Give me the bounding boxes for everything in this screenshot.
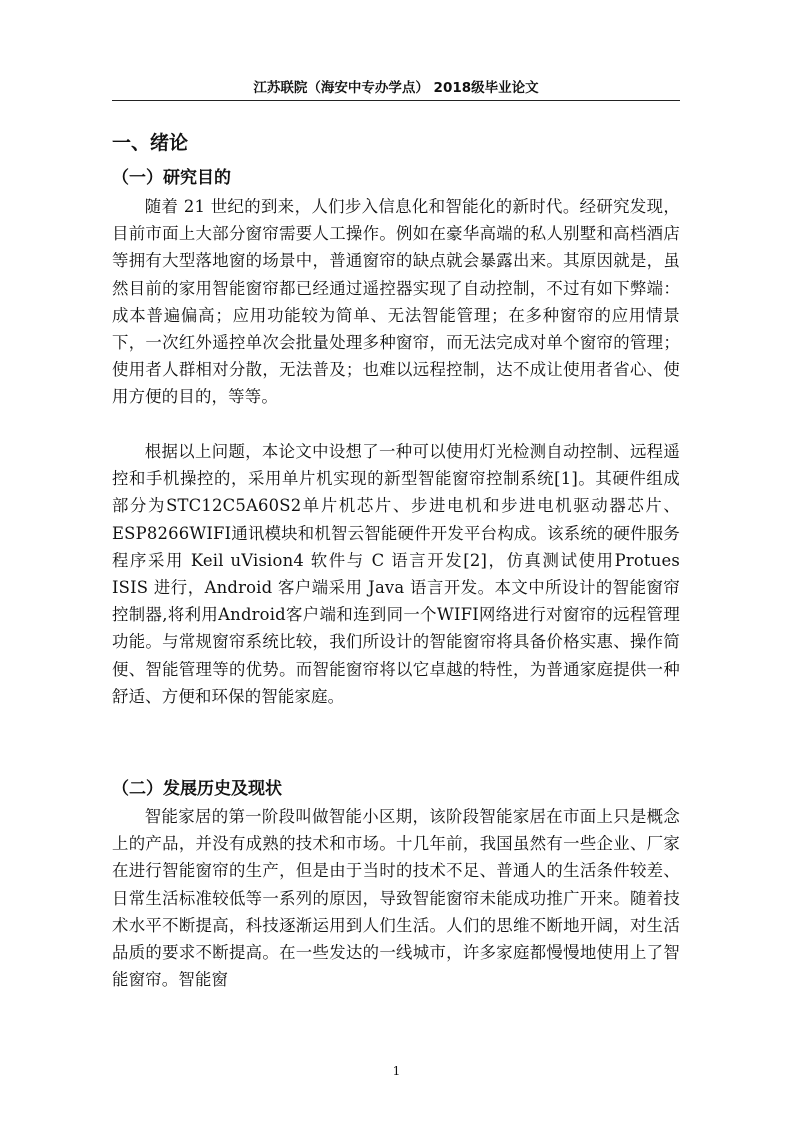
chapter-heading: 一、绪论 [112,132,189,154]
paragraph-system-design: 根据以上问题，本论文中设想了一种可以使用灯光检测自动控制、远程遥控和手机操控的，采用单片机实现的新型智能窗帘控制系统[1]。其硬件组成部分为STC12C5A60S2单片机芯片、步进电机和步进电机驱动器芯片、ESP8266WIFI通讯模块和机智云智能硬件开发平台构成。该系统的硬件服务程序采用 Keil uVision4 软件与 C 语言开发[2]，仿真测试使用Protues ISIS 进行，Android 客户端采用 Java 语言开发。本文中所设计的智能窗帘控制器,将利用Android客户端和连到同一个WIFI网络进行对窗帘的远程管理功能。与常规窗帘系统比较，我们所设计的智能窗帘将具备价格实惠、操作简便、智能管理等的优势。而智能窗帘将以它卓越的特性，为普通家庭提供一种舒适、方便和环保的智能家庭。 [112,442,680,706]
running-header: 江苏联院（海安中专办学点） 2018级毕业论文 [112,76,680,101]
page-number: 1 [392,1064,401,1078]
section-heading-history: （二）发展历史及现状 [112,779,282,799]
section-heading-research-purpose: （一）研究目的 [112,168,231,188]
paragraph-research-purpose: 随着 21 世纪的到来，人们步入信息化和智能化的新时代。经研究发现，目前市面上大部分窗帘需要人工操作。例如在豪华高端的私人别墅和高档酒店等拥有大型落地窗的场景中，普通窗帘的缺点就会暴露出来。其原因就是，虽然目前的家用智能窗帘都已经通过遥控器实现了自动控制，不过有如下弊端：成本普遍偏高；应用功能较为简单、无法智能管理；在多种窗帘的应用情景下，一次红外遥控单次会批量处理多种窗帘，而无法完成对单个窗帘的管理；使用者人群相对分散，无法普及；也难以远程控制，达不成让使用者省心、使用方便的目的，等等。 [112,197,680,407]
paragraph-history: 智能家居的第一阶段叫做智能小区期，该阶段智能家居在市面上只是概念上的产品，并没有成熟的技术和市场。十几年前，我国虽然有一些企业、厂家在进行智能窗帘的生产，但是由于当时的技术不足、普通人的生活条件较差、日常生活标准较低等一系列的原因，导致智能窗帘未能成功推广开来。随着技术水平不断提高，科技逐渐运用到人们生活。人们的思维不断地开阔，对生活品质的要求不断提高。在一些发达的一线城市，许多家庭都慢慢地使用上了智能窗帘。智能窗 [112,807,680,990]
